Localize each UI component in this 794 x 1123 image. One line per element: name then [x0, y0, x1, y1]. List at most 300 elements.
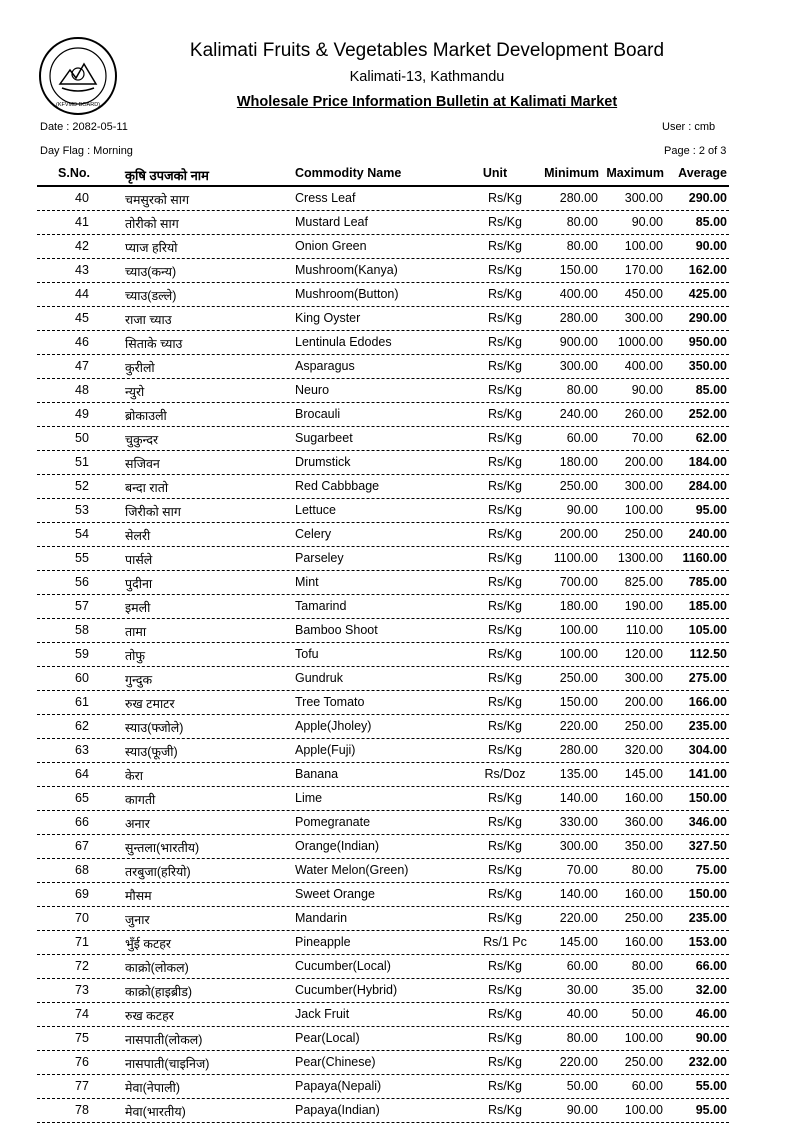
row-unit: Rs/Kg	[487, 335, 523, 349]
table-row	[37, 715, 729, 739]
row-unit: Rs/Kg	[487, 527, 523, 541]
row-sn: 77	[75, 1079, 89, 1093]
row-commodity-name: Parseley	[295, 551, 344, 565]
row-nepali-name: प्याज हरियो	[125, 241, 178, 255]
row-minimum: 30.00	[566, 983, 598, 997]
row-maximum: 1000.00	[617, 335, 663, 349]
table-row	[37, 523, 729, 547]
row-unit: Rs/Kg	[487, 407, 523, 421]
row-maximum: 170.00	[624, 263, 663, 277]
row-sn: 40	[75, 191, 89, 205]
row-maximum: 250.00	[624, 527, 663, 541]
table-header	[37, 161, 729, 187]
row-average: 150.00	[688, 791, 727, 805]
row-sn: 64	[75, 767, 89, 781]
row-commodity-name: Lime	[295, 791, 323, 805]
report-user: User : cmb	[662, 121, 716, 133]
row-nepali-name: चुकुन्दर	[125, 433, 159, 447]
row-minimum: 220.00	[559, 719, 598, 733]
row-maximum: 70.00	[631, 431, 663, 445]
row-minimum: 80.00	[566, 383, 598, 397]
row-minimum: 280.00	[559, 191, 598, 205]
row-minimum: 250.00	[559, 671, 598, 685]
row-nepali-name: सिताके च्याउ	[125, 337, 183, 351]
table-row	[37, 835, 729, 859]
row-nepali-name: मेवा(भारतीय)	[125, 1105, 186, 1119]
row-sn: 66	[75, 815, 89, 829]
row-sn: 71	[75, 935, 89, 949]
row-sn: 41	[75, 215, 89, 229]
row-minimum: 200.00	[559, 527, 598, 541]
row-unit: Rs/Kg	[487, 359, 523, 373]
row-maximum: 35.00	[631, 983, 663, 997]
row-maximum: 260.00	[624, 407, 663, 421]
row-sn: 43	[75, 263, 89, 277]
row-minimum: 250.00	[559, 479, 598, 493]
row-commodity-name: Mushroom(Kanya)	[295, 263, 398, 277]
table-row	[37, 739, 729, 763]
row-sn: 75	[75, 1031, 89, 1045]
org-address: Kalimati-13, Kathmandu	[349, 69, 505, 85]
row-sn: 68	[75, 863, 89, 877]
row-unit: Rs/Kg	[487, 1031, 523, 1045]
page-indicator: Page : 2 of 3	[664, 145, 727, 157]
row-minimum: 60.00	[566, 431, 598, 445]
table-row	[37, 643, 729, 667]
col-sn-header: S.No.	[58, 166, 90, 180]
row-minimum: 150.00	[559, 695, 598, 709]
row-unit: Rs/Kg	[487, 719, 523, 733]
row-commodity-name: Mint	[295, 575, 319, 589]
row-maximum: 300.00	[624, 671, 663, 685]
row-average: 327.50	[688, 839, 727, 853]
row-sn: 78	[75, 1103, 89, 1117]
row-commodity-name: Neuro	[295, 383, 330, 397]
row-average: 153.00	[688, 935, 727, 949]
table-row	[37, 763, 729, 787]
row-unit: Rs/Kg	[487, 1055, 523, 1069]
row-unit: Rs/Kg	[487, 503, 523, 517]
row-unit: Rs/Kg	[487, 287, 523, 301]
row-commodity-name: Pineapple	[295, 935, 351, 949]
row-average: 66.00	[695, 959, 727, 973]
row-nepali-name: पुदीना	[125, 577, 153, 591]
row-commodity-name: Apple(Jholey)	[295, 719, 372, 733]
row-nepali-name: बन्दा रातो	[125, 481, 169, 495]
row-minimum: 1100.00	[553, 551, 598, 565]
row-average: 1160.00	[682, 551, 727, 565]
row-average: 62.00	[695, 431, 727, 445]
row-average: 235.00	[688, 719, 727, 733]
row-nepali-name: कागती	[125, 793, 156, 807]
row-average: 85.00	[695, 215, 727, 229]
row-commodity-name: Sugarbeet	[295, 431, 353, 445]
row-nepali-name: गुन्दुक	[125, 673, 153, 687]
row-average: 75.00	[695, 863, 727, 877]
row-sn: 65	[75, 791, 89, 805]
row-nepali-name: कुरीलो	[125, 361, 155, 375]
row-average: 162.00	[688, 263, 727, 277]
row-minimum: 900.00	[559, 335, 598, 349]
table-row	[37, 427, 729, 451]
row-nepali-name: चमसुरको साग	[125, 193, 190, 207]
row-minimum: 400.00	[559, 287, 598, 301]
row-unit: Rs/Kg	[487, 959, 523, 973]
table-row	[37, 379, 729, 403]
table-row	[37, 547, 729, 571]
row-maximum: 450.00	[624, 287, 663, 301]
row-unit: Rs/Kg	[487, 551, 523, 565]
row-sn: 58	[75, 623, 89, 637]
row-sn: 74	[75, 1007, 89, 1021]
table-row	[37, 787, 729, 811]
row-average: 95.00	[695, 1103, 727, 1117]
row-commodity-name: Bamboo Shoot	[295, 623, 378, 637]
row-nepali-name: सेलरी	[125, 529, 151, 543]
col-nepali-header: कृषि उपजको नाम	[125, 168, 209, 183]
row-maximum: 1300.00	[617, 551, 663, 565]
row-minimum: 300.00	[559, 359, 598, 373]
row-nepali-name: भुँई कटहर	[125, 937, 172, 951]
row-nepali-name: रुख टमाटर	[125, 697, 175, 711]
row-commodity-name: Tamarind	[295, 599, 347, 613]
row-average: 240.00	[688, 527, 727, 541]
table-row	[37, 187, 729, 211]
row-nepali-name: स्याउ(फूजी)	[125, 745, 178, 759]
row-unit: Rs/Kg	[487, 479, 523, 493]
table-row	[37, 331, 729, 355]
row-sn: 50	[75, 431, 89, 445]
row-average: 232.00	[688, 1055, 727, 1069]
row-nepali-name: स्याउ(फ्जोले)	[125, 721, 184, 735]
row-average: 90.00	[695, 239, 727, 253]
row-average: 166.00	[688, 695, 727, 709]
table-body	[37, 187, 729, 1123]
row-minimum: 60.00	[566, 959, 598, 973]
row-average: 785.00	[688, 575, 727, 589]
row-sn: 61	[75, 695, 89, 709]
row-commodity-name: Pear(Chinese)	[295, 1055, 376, 1069]
row-average: 284.00	[688, 479, 727, 493]
row-minimum: 140.00	[559, 791, 598, 805]
row-commodity-name: Asparagus	[295, 359, 355, 373]
row-average: 425.00	[688, 287, 727, 301]
row-average: 105.00	[688, 623, 727, 637]
row-minimum: 700.00	[559, 575, 598, 589]
row-average: 290.00	[688, 191, 727, 205]
row-minimum: 300.00	[559, 839, 598, 853]
row-sn: 44	[75, 287, 89, 301]
row-commodity-name: Papaya(Indian)	[295, 1103, 380, 1117]
row-sn: 47	[75, 359, 89, 373]
row-unit: Rs/Kg	[487, 215, 523, 229]
row-unit: Rs/Kg	[487, 431, 523, 445]
row-minimum: 140.00	[559, 887, 598, 901]
row-average: 150.00	[688, 887, 727, 901]
row-commodity-name: Drumstick	[295, 455, 351, 469]
table-row	[37, 451, 729, 475]
row-sn: 51	[75, 455, 89, 469]
row-unit: Rs/Kg	[487, 455, 523, 469]
table-row	[37, 955, 729, 979]
row-unit: Rs/Kg	[487, 647, 523, 661]
row-nepali-name: राजा च्याउ	[125, 313, 172, 327]
day-flag: Day Flag : Morning	[40, 145, 133, 157]
row-sn: 57	[75, 599, 89, 613]
row-commodity-name: Tofu	[295, 647, 319, 661]
row-average: 85.00	[695, 383, 727, 397]
row-maximum: 250.00	[624, 1055, 663, 1069]
table-row	[37, 811, 729, 835]
row-minimum: 135.00	[559, 767, 598, 781]
row-nepali-name: पार्सले	[125, 553, 153, 567]
row-maximum: 50.00	[631, 1007, 663, 1021]
table-row	[37, 283, 729, 307]
table-row	[37, 883, 729, 907]
row-nepali-name: च्याउ(कन्य)	[125, 265, 177, 279]
row-nepali-name: तोरीको साग	[125, 217, 179, 231]
row-minimum: 150.00	[559, 263, 598, 277]
row-average: 95.00	[695, 503, 727, 517]
row-unit: Rs/Kg	[487, 1007, 523, 1021]
row-maximum: 320.00	[624, 743, 663, 757]
row-nepali-name: सुन्तला(भारतीय)	[125, 841, 200, 855]
row-sn: 59	[75, 647, 89, 661]
row-minimum: 80.00	[566, 1031, 598, 1045]
org-title: Kalimati Fruits & Vegetables Market Development Board	[189, 40, 665, 61]
bulletin-title: Wholesale Price Information Bulletin at Kalimati Market	[236, 94, 618, 110]
row-minimum: 180.00	[559, 599, 598, 613]
row-sn: 53	[75, 503, 89, 517]
row-maximum: 400.00	[624, 359, 663, 373]
row-commodity-name: Lettuce	[295, 503, 337, 517]
row-unit: Rs/Kg	[487, 863, 523, 877]
row-average: 184.00	[688, 455, 727, 469]
row-maximum: 300.00	[624, 479, 663, 493]
col-unit-header: Unit	[482, 166, 508, 180]
row-maximum: 100.00	[624, 503, 663, 517]
row-minimum: 100.00	[559, 623, 598, 637]
row-average: 346.00	[688, 815, 727, 829]
row-commodity-name: Celery	[295, 527, 332, 541]
row-commodity-name: Red Cabbbage	[295, 479, 380, 493]
row-commodity-name: Mustard Leaf	[295, 215, 368, 229]
row-maximum: 120.00	[624, 647, 663, 661]
row-unit: Rs/1 Pc	[483, 935, 527, 949]
table-row	[37, 259, 729, 283]
logo-text: (KFVMD BOARD)	[56, 102, 100, 108]
col-max-header: Maximum	[606, 166, 664, 180]
row-sn: 69	[75, 887, 89, 901]
row-minimum: 240.00	[559, 407, 598, 421]
row-minimum: 80.00	[566, 215, 598, 229]
row-unit: Rs/Kg	[487, 599, 523, 613]
row-nepali-name: अनार	[125, 817, 150, 831]
row-maximum: 90.00	[631, 215, 663, 229]
row-unit: Rs/Kg	[487, 1079, 523, 1093]
row-minimum: 330.00	[559, 815, 598, 829]
row-average: 235.00	[688, 911, 727, 925]
col-avg-header: Average	[678, 166, 727, 180]
row-nepali-name: इमली	[125, 601, 151, 615]
row-sn: 73	[75, 983, 89, 997]
row-nepali-name: काक्रो(लोकल)	[125, 961, 189, 975]
row-sn: 76	[75, 1055, 89, 1069]
row-maximum: 110.00	[625, 623, 663, 637]
row-nepali-name: तामा	[125, 625, 147, 639]
row-commodity-name: Papaya(Nepali)	[295, 1079, 382, 1093]
report-date: Date : 2082-05-11	[40, 121, 128, 133]
row-sn: 42	[75, 239, 89, 253]
table-row	[37, 691, 729, 715]
row-commodity-name: Tree Tomato	[295, 695, 365, 709]
table-row	[37, 1003, 729, 1027]
row-sn: 48	[75, 383, 89, 397]
table-row	[37, 979, 729, 1003]
row-nepali-name: जिरीको साग	[125, 505, 181, 519]
row-unit: Rs/Kg	[487, 695, 523, 709]
row-nepali-name: न्युरो	[125, 385, 145, 399]
row-commodity-name: Mushroom(Button)	[295, 287, 399, 301]
row-sn: 63	[75, 743, 89, 757]
row-sn: 52	[75, 479, 89, 493]
row-nepali-name: जुनार	[125, 913, 150, 927]
row-sn: 72	[75, 959, 89, 973]
table-row	[37, 307, 729, 331]
row-commodity-name: Water Melon(Green)	[295, 863, 409, 877]
row-commodity-name: King Oyster	[295, 311, 361, 325]
row-unit: Rs/Kg	[487, 1103, 523, 1117]
row-nepali-name: मेवा(नेपाली)	[125, 1081, 180, 1095]
row-minimum: 280.00	[559, 743, 598, 757]
row-commodity-name: Cress Leaf	[295, 191, 356, 205]
row-sn: 60	[75, 671, 89, 685]
row-average: 275.00	[688, 671, 727, 685]
row-minimum: 40.00	[566, 1007, 598, 1021]
row-commodity-name: Brocauli	[295, 407, 341, 421]
row-average: 950.00	[688, 335, 727, 349]
row-unit: Rs/Kg	[487, 383, 523, 397]
row-commodity-name: Mandarin	[295, 911, 348, 925]
row-unit: Rs/Kg	[487, 791, 523, 805]
row-maximum: 360.00	[624, 815, 663, 829]
row-maximum: 250.00	[624, 719, 663, 733]
row-average: 46.00	[695, 1007, 727, 1021]
row-maximum: 250.00	[624, 911, 663, 925]
col-commodity-header: Commodity Name	[295, 166, 402, 180]
table-row	[37, 595, 729, 619]
row-commodity-name: Pear(Local)	[295, 1031, 360, 1045]
row-nepali-name: तोफु	[125, 649, 146, 663]
row-sn: 46	[75, 335, 89, 349]
row-commodity-name: Jack Fruit	[295, 1007, 350, 1021]
table-row	[37, 355, 729, 379]
row-sn: 49	[75, 407, 89, 421]
row-sn: 54	[75, 527, 89, 541]
row-unit: Rs/Kg	[487, 623, 523, 637]
row-commodity-name: Gundruk	[295, 671, 343, 685]
row-nepali-name: मौसम	[125, 889, 152, 903]
row-unit: Rs/Kg	[487, 239, 523, 253]
price-table	[37, 161, 729, 1123]
row-nepali-name: रुख कटहर	[125, 1009, 174, 1023]
row-maximum: 160.00	[624, 935, 663, 949]
row-average: 304.00	[688, 743, 727, 757]
table-row	[37, 1051, 729, 1075]
row-commodity-name: Apple(Fuji)	[295, 743, 356, 757]
row-unit: Rs/Kg	[487, 575, 523, 589]
row-maximum: 145.00	[624, 767, 663, 781]
row-sn: 62	[75, 719, 89, 733]
row-commodity-name: Cucumber(Hybrid)	[295, 983, 398, 997]
row-unit: Rs/Doz	[484, 767, 526, 781]
row-unit: Rs/Kg	[487, 911, 523, 925]
row-unit: Rs/Kg	[487, 743, 523, 757]
row-average: 290.00	[688, 311, 727, 325]
row-nepali-name: च्याउ(डल्ले)	[125, 289, 177, 303]
row-maximum: 100.00	[624, 1031, 663, 1045]
table-row	[37, 403, 729, 427]
row-maximum: 80.00	[631, 959, 663, 973]
row-nepali-name: नासपाती(लोकल)	[125, 1033, 203, 1047]
row-nepali-name: तरबुजा(हरियो)	[125, 865, 191, 879]
table-row	[37, 475, 729, 499]
row-nepali-name: काक्रो(हाइब्रीड)	[125, 985, 193, 999]
row-average: 32.00	[695, 983, 727, 997]
table-row	[37, 619, 729, 643]
row-maximum: 200.00	[624, 695, 663, 709]
row-minimum: 220.00	[559, 1055, 598, 1069]
row-maximum: 100.00	[624, 1103, 663, 1117]
table-row	[37, 235, 729, 259]
row-minimum: 220.00	[559, 911, 598, 925]
row-minimum: 50.00	[566, 1079, 598, 1093]
col-min-header: Minimum	[544, 166, 599, 180]
row-unit: Rs/Kg	[487, 839, 523, 853]
row-average: 90.00	[695, 1031, 727, 1045]
row-minimum: 100.00	[559, 647, 598, 661]
row-sn: 45	[75, 311, 89, 325]
row-commodity-name: Onion Green	[295, 239, 367, 253]
row-minimum: 90.00	[566, 503, 598, 517]
row-minimum: 80.00	[566, 239, 598, 253]
row-unit: Rs/Kg	[487, 191, 523, 205]
row-commodity-name: Cucumber(Local)	[295, 959, 391, 973]
table-row	[37, 931, 729, 955]
row-unit: Rs/Kg	[487, 887, 523, 901]
row-average: 112.50	[689, 647, 727, 661]
row-commodity-name: Orange(Indian)	[295, 839, 380, 853]
table-row	[37, 1099, 729, 1123]
row-unit: Rs/Kg	[487, 671, 523, 685]
row-maximum: 825.00	[624, 575, 663, 589]
row-nepali-name: केरा	[125, 769, 143, 783]
row-minimum: 70.00	[566, 863, 598, 877]
row-maximum: 90.00	[631, 383, 663, 397]
table-row	[37, 859, 729, 883]
row-sn: 55	[75, 551, 89, 565]
row-maximum: 160.00	[624, 791, 663, 805]
row-maximum: 100.00	[624, 239, 663, 253]
row-nepali-name: नासपाती(चाइनिज)	[125, 1057, 210, 1071]
row-maximum: 300.00	[624, 311, 663, 325]
row-maximum: 160.00	[624, 887, 663, 901]
table-row	[37, 571, 729, 595]
row-unit: Rs/Kg	[487, 983, 523, 997]
row-average: 350.00	[688, 359, 727, 373]
table-row	[37, 211, 729, 235]
row-minimum: 145.00	[559, 935, 598, 949]
